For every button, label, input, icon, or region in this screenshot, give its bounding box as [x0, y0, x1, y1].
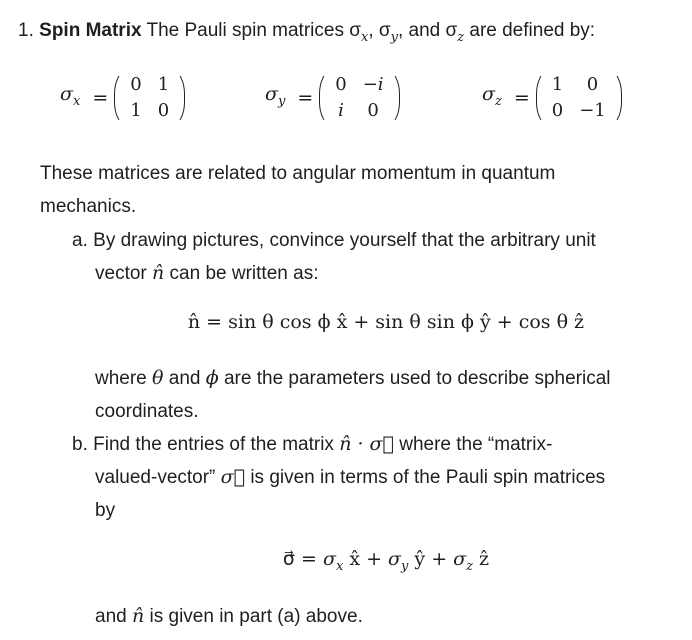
problem-heading — [18, 14, 595, 54]
right-paren — [173, 71, 185, 125]
part-a-where-line-2: coordinates. — [95, 401, 199, 422]
paragraph-line-2: mechanics. — [40, 196, 137, 217]
part-a-label: a. — [72, 230, 88, 251]
matrix-sigma-z: $\sigma_z$ = 1 0 0 −1 — [482, 68, 622, 128]
problem-intro: The Pauli spin matrices $\sigma_x$, $\sigma_y$, and $\sigma_z$ are defined by: — [146, 20, 596, 45]
left-paren — [114, 71, 126, 125]
matrix-cells: 0 −i i 0 — [335, 74, 384, 121]
matrix-cells: 0 1 1 0 — [130, 74, 170, 121]
part-a-where-line-1: where θ and ϕ are the parameters used to describe spherical — [95, 367, 611, 389]
part-b-line-2: valued-vector” σ⃗ is given in terms of the Pauli spin matrices — [95, 466, 606, 488]
part-b-line-3: by — [95, 500, 116, 521]
left-paren — [319, 71, 331, 125]
matrix-cells: 1 0 0 −1 — [551, 74, 606, 121]
right-paren — [610, 71, 622, 125]
unit-vector-equation: n̂ = sin θ cos ϕ x̂ + sin θ sin ϕ ŷ + cos θ ẑ — [187, 311, 585, 333]
part-a-line-1: a. By drawing pictures, convince yourself that the arbitrary unit — [72, 230, 596, 251]
part-b-label: b. — [72, 434, 88, 455]
right-paren — [388, 71, 400, 125]
part-b-line-1: b. Find the entries of the matrix n̂ · σ⃗ where the “matrix- — [72, 433, 553, 455]
matrix-sigma-x: $\sigma_x$ = 0 1 1 0 — [60, 68, 185, 128]
part-b-final-line: and n̂ is given in part (a) above. — [95, 605, 363, 627]
problem-number: 1. — [18, 20, 34, 41]
left-paren — [536, 71, 548, 125]
problem-title: Spin Matrix — [39, 20, 142, 41]
matrix-sigma-y: $\sigma_y$ = 0 −i i 0 — [265, 68, 400, 128]
sigma-vector-equation: σ⃗ = $\sigma_x$ x̂ + $\sigma_y$ ŷ + $\sigma_z$ ẑ — [282, 548, 490, 574]
paragraph-line-1: These matrices are related to angular momentum in quantum — [40, 163, 556, 184]
pauli-matrices — [0, 68, 692, 128]
part-a-line-2: vector n̂ can be written as: — [95, 262, 319, 284]
